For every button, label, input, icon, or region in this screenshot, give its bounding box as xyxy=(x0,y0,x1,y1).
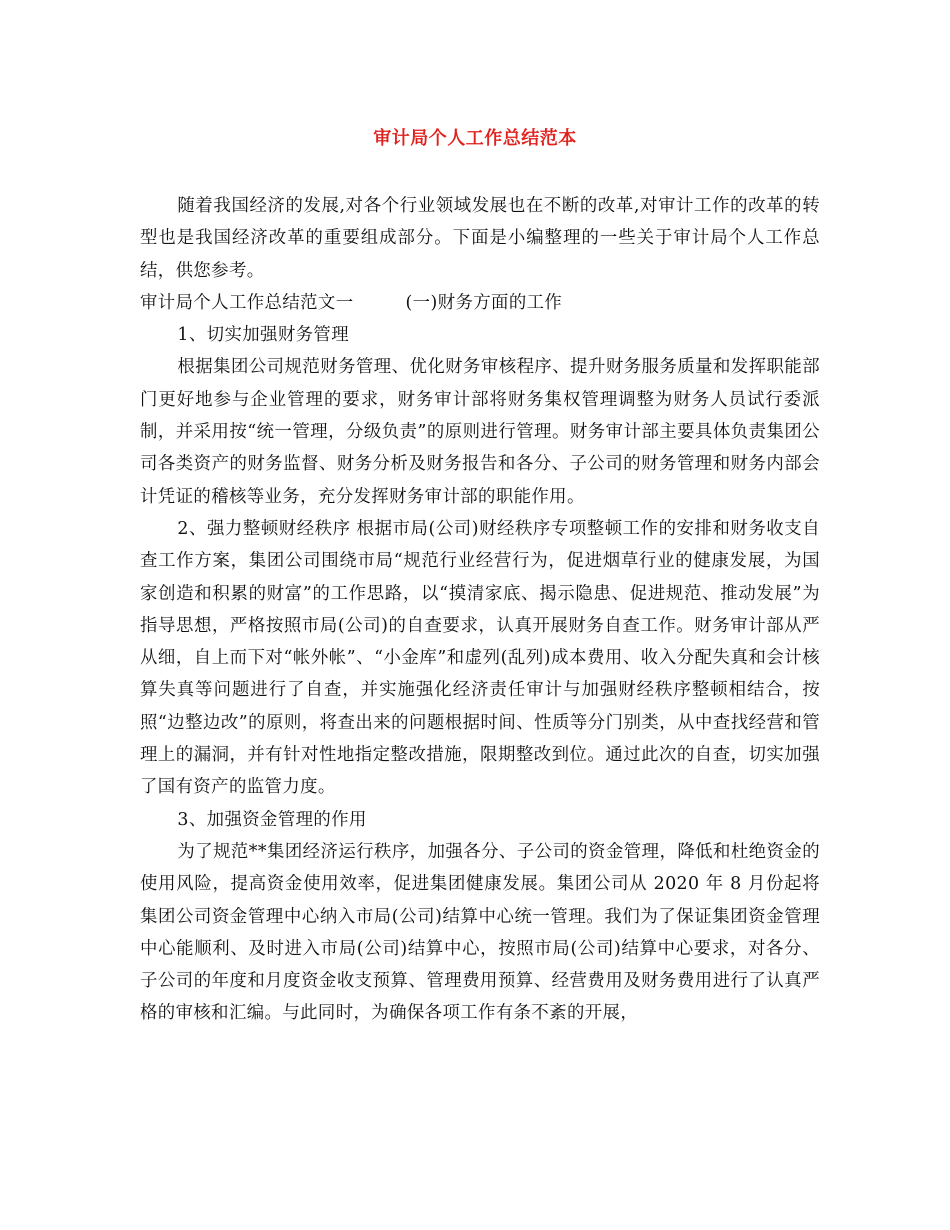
item-3-heading: 3、加强资金管理的作用 xyxy=(177,809,367,830)
item-2-paragraph: 2、强力整顿财经秩序 根据市局(公司)财经秩序专项整顿工作的安排和财务收支自查工作方案，集团公司围绕市局“规范行业经营行为，促进烟草行业的健康发展，为国家创造和积累的财富”的工作思路，以“摸清家底、揭示隐患、促进规范、推动发展”为指导思想，严格按照市局(公司)的自查要求，认真开展财务自查工作。财务审计部从严从细，自上而下对“帐外帐”、“小金库”和虚列(乱列)成本费用、收入分配失真和会计核算失真等问题进行了自查，并实施强化经济责任审计与加强财经秩序整顿相结合，按照“边整边改”的原则，将查出来的问题根据时间、性质等分门别类，从中查找经营和管理上的漏洞，并有针对性地指定整改措施，限期整改到位。通过此次的自查，切实加强了国有资产的监管力度。 xyxy=(140,518,820,798)
item-1-paragraph: 根据集团公司规范财务管理、优化财务审核程序、提升财务服务质量和发挥职能部门更好地参与企业管理的要求，财务审计部将财务集权管理调整为财务人员试行委派制，并采用按“统一管理，分级负责”的原则进行管理。财务审计部主要具体负责集团公司各类资产的财务监督、财务分析及财务报告和各分、子公司的财务管理和财务内部会计凭证的稽核等业务，充分发挥财务审计部的职能作用。 xyxy=(140,357,820,507)
item-3-paragraph: 为了规范**集团经济运行秩序，加强各分、子公司的资金管理，降低和杜绝资金的使用风险，提高资金使用效率，促进集团健康发展。集团公司从 2020 年 8 月份起将集团公司资金管理中心纳入市局(公司)结算中心统一管理。我们为了保证集团资金管理中心能顺利、及时进入市局(公司)结算中心，按照市局(公司)结算中心要求，对各分、子公司的年度和月度资金收支预算、管理费用预算、经营费用及财务费用进行了认真严格的审核和汇编。与此同时，为确保各项工作有条不紊的开展， xyxy=(140,841,820,1024)
section-heading-left: 审计局个人工作总结范文一 xyxy=(140,292,354,313)
item-1-heading: 1、切实加强财务管理 xyxy=(177,325,349,346)
intro-paragraph: 随着我国经济的发展,对各个行业领域发展也在不断的改革,对审计工作的改革的转型也是我国经济改革的重要组成部分。下面是小编整理的一些关于审计局个人工作总结，供您参考。 xyxy=(140,196,820,281)
document-title: 审计局个人工作总结范本 xyxy=(373,128,577,149)
document-body xyxy=(140,190,820,1030)
section-heading-right: (一)财务方面的工作 xyxy=(405,292,563,313)
section-heading xyxy=(140,287,820,319)
